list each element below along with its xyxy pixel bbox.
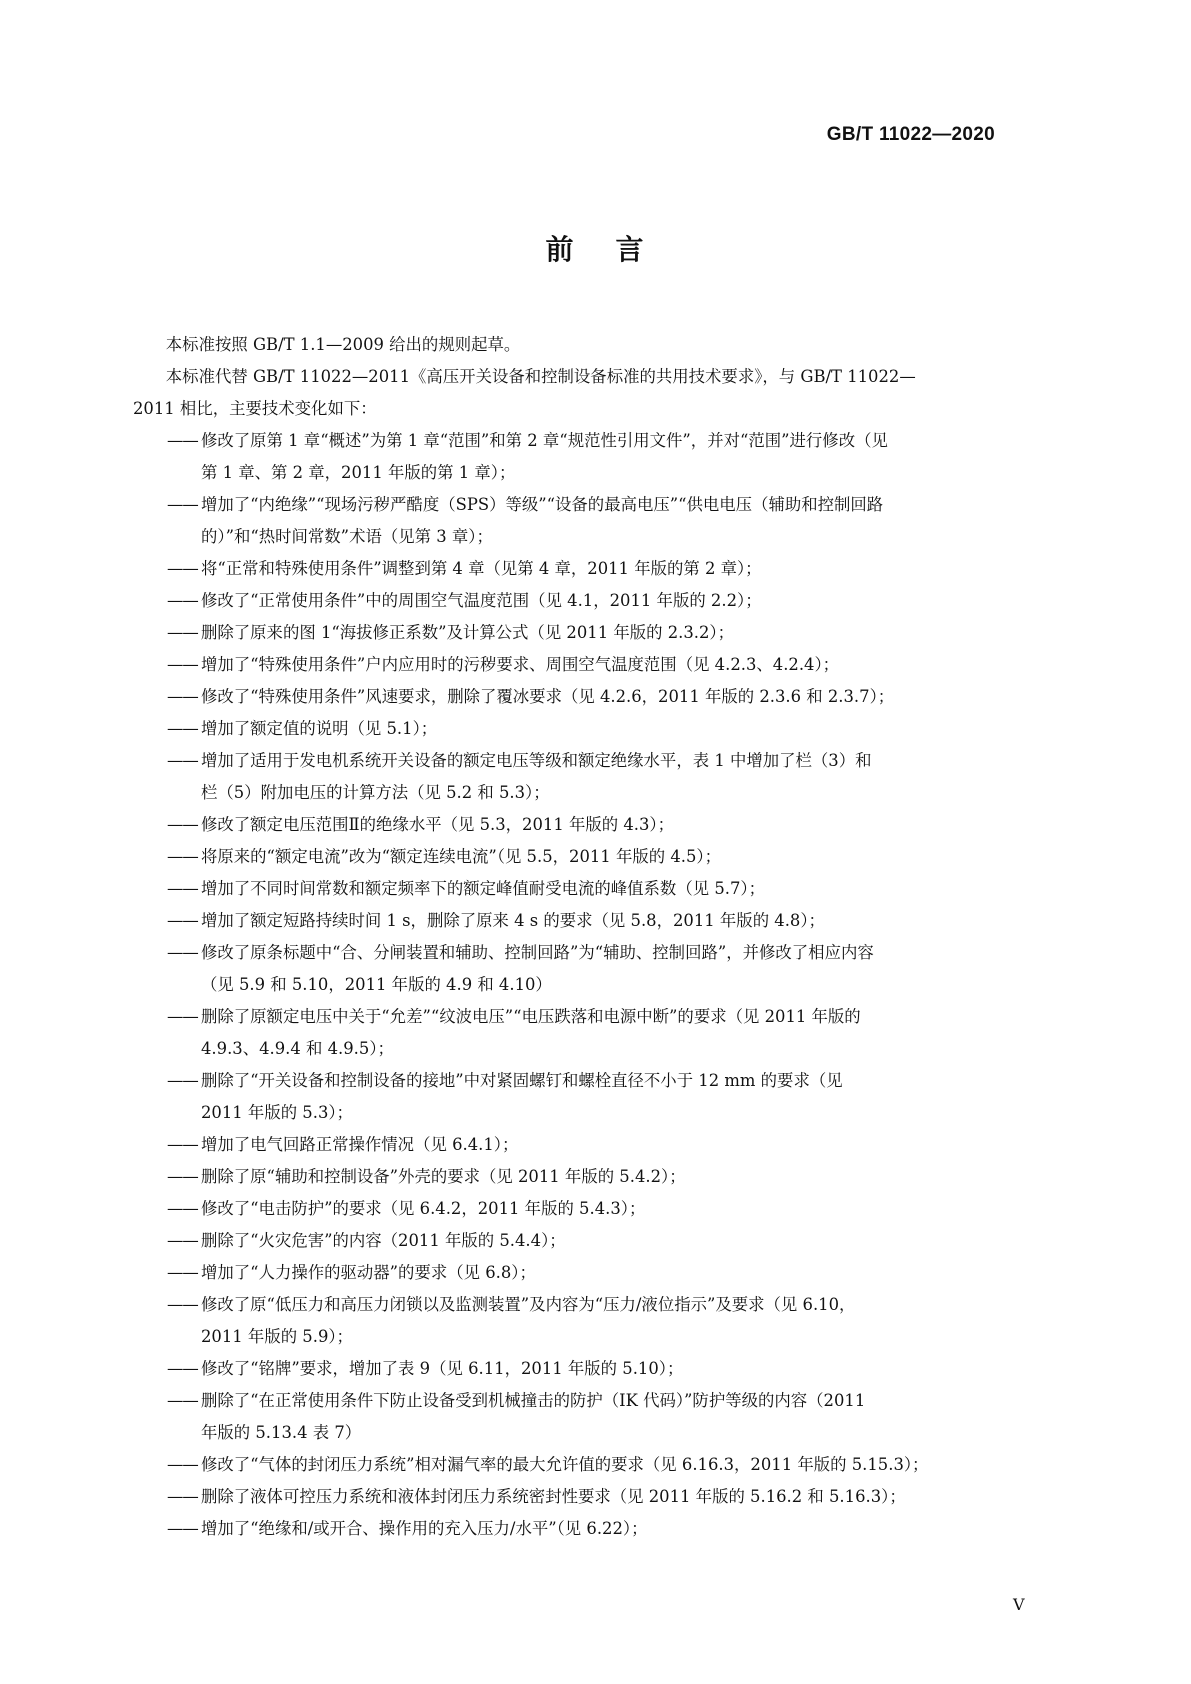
change-item [133,1353,1057,1385]
change-item-text: 增加了额定短路持续时间 1 s，删除了原来 4 s 的要求（见 5.8，2011 年版的 4.8）； [201,911,825,930]
change-item [133,745,1057,809]
change-item-line-1 [167,1001,1057,1033]
em-dash-bullet: —— [167,943,198,962]
change-item [133,905,1057,937]
em-dash-bullet: —— [167,1231,198,1250]
change-item-text: 修改了原第 1 章“概述”为第 1 章“范围”和第 2 章“规范性引用文件”，并对“范围”进行修改（见 [201,431,888,450]
change-item-line-1 [167,1065,1057,1097]
em-dash-bullet: —— [167,1359,198,1378]
change-item-text: 增加了“特殊使用条件”户内应用时的污秽要求、周围空气温度范围（见 4.2.3、4.2.4）； [201,655,840,674]
change-item [133,937,1057,1001]
change-item [133,1481,1057,1513]
change-item-line-2: 2011 年版的 5.9）； [201,1327,353,1346]
change-item-text: 删除了“在正常使用条件下防止设备受到机械撞击的防护（IK 代码）”防护等级的内容（2011 [201,1391,866,1410]
change-item-text: 修改了“正常使用条件”中的周围空气温度范围（见 4.1，2011 年版的 2.2）； [201,591,762,610]
change-item [133,1161,1057,1193]
change-item-text: 删除了原来的图 1“海拔修正系数”及计算公式（见 2011 年版的 2.3.2）； [201,623,735,642]
change-item-line-1 [167,1129,1057,1161]
change-item-line-2: 2011 年版的 5.3）； [201,1103,353,1122]
em-dash-bullet: —— [167,431,198,450]
change-item-line-1 [167,1481,1057,1513]
change-item [133,1513,1057,1545]
change-item-line-2: 4.9.3、4.9.4 和 4.9.5）； [201,1039,394,1058]
change-item-line-1 [167,1353,1057,1385]
change-item-text: 修改了原“低压力和高压力闭锁以及监测装置”及内容为“压力/液位指示”及要求（见 6.10， [201,1295,856,1314]
change-item-line-1 [167,841,1057,873]
change-item-line-1 [167,617,1057,649]
change-item-line-2: 的）”和“热时间常数”术语（见第 3 章）； [201,527,493,546]
change-item-line-1 [167,1225,1057,1257]
change-item [133,1257,1057,1289]
change-item [133,1289,1057,1353]
em-dash-bullet: —— [167,847,198,866]
paragraph-replacement [133,361,1057,425]
em-dash-bullet: —— [167,623,198,642]
change-item [133,681,1057,713]
change-item [133,585,1057,617]
em-dash-bullet: —— [167,1263,198,1282]
change-item [133,425,1057,489]
change-item-line-1 [167,873,1057,905]
change-item-line-1 [167,649,1057,681]
change-item [133,809,1057,841]
em-dash-bullet: —— [167,559,198,578]
page-title-part2: 言 [615,233,646,266]
change-item-line-1 [167,489,1057,521]
change-item-line-1 [167,1289,1057,1321]
change-item-line-1 [167,1513,1057,1545]
change-item-text: 删除了原额定电压中关于“允差”“纹波电压”“电压跌落和电源中断”的要求（见 2011 年版的 [201,1007,861,1026]
page-title [0,228,1191,268]
change-item [133,649,1057,681]
change-item-text: 增加了电气回路正常操作情况（见 6.4.1）； [201,1135,519,1154]
change-item [133,1449,1057,1481]
change-item-line-2: （见 5.9 和 5.10，2011 年版的 4.9 和 4.10） [201,975,552,994]
em-dash-bullet: —— [167,495,198,514]
change-item-text: 将“正常和特殊使用条件”调整到第 4 章（见第 4 章，2011 年版的第 2 章）； [201,559,762,578]
em-dash-bullet: —— [167,1071,198,1090]
change-item-text: 将原来的“额定电流”改为“额定连续电流”（见 5.5，2011 年版的 4.5）； [201,847,721,866]
change-item-text: 修改了“特殊使用条件”风速要求，删除了覆冰要求（见 4.2.6，2011 年版的 2.3.6 和 2.3.7）； [201,687,895,706]
change-item-line-1 [167,905,1057,937]
em-dash-bullet: —— [167,1199,198,1218]
change-item-text: 删除了“火灾危害”的内容（2011 年版的 5.4.4）； [201,1231,566,1250]
change-item-line-1 [167,1385,1057,1417]
change-item [133,713,1057,745]
em-dash-bullet: —— [167,911,198,930]
em-dash-bullet: —— [167,1391,198,1410]
change-item-line-2: 第 1 章、第 2 章，2011 年版的第 1 章）； [201,463,516,482]
change-item-line-1 [167,1449,1057,1481]
change-item-text: 修改了额定电压范围Ⅱ的绝缘水平（见 5.3，2011 年版的 4.3）； [201,815,675,834]
page-title-part1: 前 [545,233,576,266]
em-dash-bullet: —— [167,815,198,834]
change-item-line-1 [167,681,1057,713]
em-dash-bullet: —— [167,1519,198,1538]
change-item-line-1 [167,937,1057,969]
change-item-text: 增加了适用于发电机系统开关设备的额定电压等级和额定绝缘水平，表 1 中增加了栏（3）和 [201,751,872,770]
change-item [133,841,1057,873]
change-item [133,1129,1057,1161]
document-code: GB/T 11022—2020 [826,124,995,145]
em-dash-bullet: —— [167,879,198,898]
em-dash-bullet: —— [167,751,198,770]
change-item-line-1 [167,553,1057,585]
change-item-line-1 [167,1257,1057,1289]
page-number: V [1013,1595,1025,1614]
change-item-line-1 [167,1161,1057,1193]
em-dash-bullet: —— [167,1007,198,1026]
em-dash-bullet: —— [167,655,198,674]
paragraph-replacement-line-1: 本标准代替 GB/T 11022—2011《高压开关设备和控制设备标准的共用技术要求》，与 GB/T 11022— [165,367,916,386]
change-item [133,873,1057,905]
change-item-text: 删除了“开关设备和控制设备的接地”中对紧固螺钉和螺栓直径不小于 12 mm 的要求（见 [201,1071,843,1090]
em-dash-bullet: —— [167,1135,198,1154]
change-item [133,1225,1057,1257]
change-item-line-2: 栏（5）附加电压的计算方法（见 5.2 和 5.3）； [201,783,550,802]
change-item-line-1 [167,1193,1057,1225]
change-item-line-2: 年版的 5.13.4 表 7） [201,1423,362,1442]
paragraph-replacement-line-2: 2011 相比，主要技术变化如下： [133,399,377,418]
change-item [133,1193,1057,1225]
em-dash-bullet: —— [167,719,198,738]
change-item [133,1001,1057,1065]
change-item-text: 增加了“内绝缘”“现场污秽严酷度（SPS）等级”“设备的最高电压”“供电电压（辅助和控制回路 [201,495,884,514]
change-item [133,1065,1057,1129]
change-item-line-1 [167,425,1057,457]
change-item-line-1 [167,745,1057,777]
change-item [133,489,1057,553]
em-dash-bullet: —— [167,687,198,706]
change-item-text: 增加了“人力操作的驱动器”的要求（见 6.8）； [201,1263,536,1282]
change-item-line-1 [167,713,1057,745]
em-dash-bullet: —— [167,1455,198,1474]
em-dash-bullet: —— [167,1295,198,1314]
change-item-text: 修改了“气体的封闭压力系统”相对漏气率的最大允许值的要求（见 6.16.3，2011 年版的 5.15.3）； [201,1455,929,1474]
change-item-text: 修改了“铭牌”要求，增加了表 9（见 6.11，2011 年版的 5.10）； [201,1359,684,1378]
change-item-text: 增加了不同时间常数和额定频率下的额定峰值耐受电流的峰值系数（见 5.7）； [201,879,765,898]
change-item [133,617,1057,649]
change-item-text: 增加了“绝缘和/或开合、操作用的充入压力/水平”（见 6.22）； [201,1519,648,1538]
change-item-text: 删除了液体可控压力系统和液体封闭压力系统密封性要求（见 2011 年版的 5.16.2 和 5.16.3）； [201,1487,906,1506]
em-dash-bullet: —— [167,1167,198,1186]
change-item-line-1 [167,585,1057,617]
change-item-text: 修改了原条标题中“合、分闸装置和辅助、控制回路”为“辅助、控制回路”，并修改了相应内容 [201,943,874,962]
change-list [133,425,1057,1545]
em-dash-bullet: —— [167,591,198,610]
change-item-text: 删除了原“辅助和控制设备”外壳的要求（见 2011 年版的 5.4.2）； [201,1167,686,1186]
change-item-text: 修改了“电击防护”的要求（见 6.4.2，2011 年版的 5.4.3）； [201,1199,646,1218]
em-dash-bullet: —— [167,1487,198,1506]
change-item-line-1 [167,809,1057,841]
change-item-text: 增加了额定值的说明（见 5.1）； [201,719,438,738]
change-item [133,1385,1057,1449]
document-body [133,329,1057,1545]
change-item [133,553,1057,585]
paragraph-drafting-rules: 本标准按照 GB/T 1.1—2009 给出的规则起草。 [165,335,521,354]
